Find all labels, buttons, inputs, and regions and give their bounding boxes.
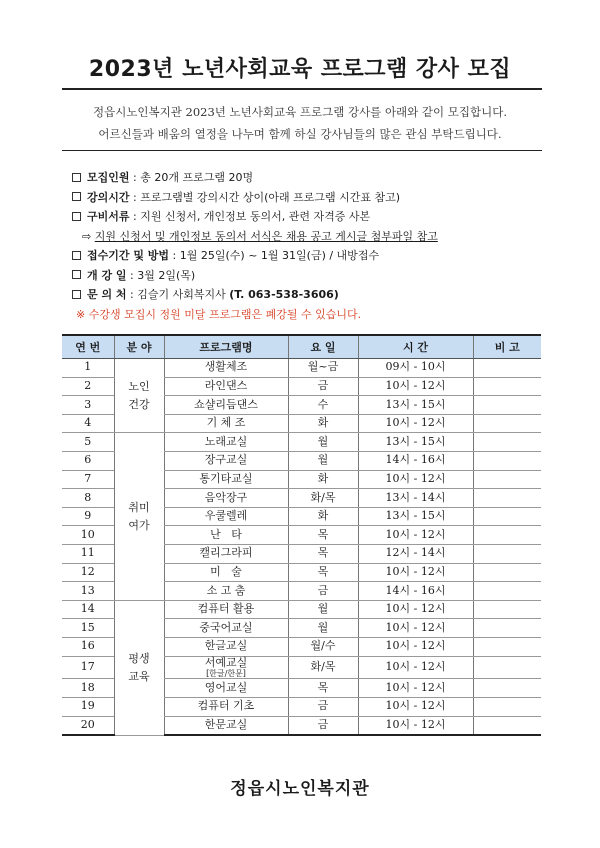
cell-no: 15	[62, 619, 114, 638]
checkbox-icon	[72, 251, 81, 260]
cell-program	[164, 637, 288, 656]
cell-category	[114, 433, 164, 600]
program-name: 우쿨렐레	[204, 509, 248, 523]
cell-no: 18	[62, 679, 114, 698]
checkbox-icon	[72, 173, 81, 182]
program-name: 쇼샬리듬댄스	[194, 397, 258, 411]
cell-note	[473, 451, 541, 470]
cell-time: 14시 - 16시	[358, 582, 473, 601]
category-label: 건강	[128, 397, 150, 411]
contact-value: : 김슬기 사회복지사	[126, 288, 230, 301]
docs-value: : 지원 신청서, 개인정보 동의서, 관련 자격증 사본	[129, 210, 371, 223]
cell-no: 20	[62, 716, 114, 735]
cell-program	[164, 582, 288, 601]
cell-time: 10시 - 12시	[358, 563, 473, 582]
cell-program	[164, 544, 288, 563]
header-program: 프로그램명	[164, 335, 288, 359]
cell-note	[473, 396, 541, 415]
cell-note	[473, 377, 541, 396]
page-title: 2023년 노년사회교육 프로그램 강사 모집	[88, 57, 512, 82]
info-recruit	[72, 168, 438, 188]
cell-day: 월	[288, 619, 358, 638]
cell-program	[164, 377, 288, 396]
cell-no: 4	[62, 414, 114, 433]
checkbox-icon	[72, 270, 81, 279]
cell-time: 12시 - 14시	[358, 544, 473, 563]
checkbox-icon	[72, 290, 81, 299]
cell-no: 3	[62, 396, 114, 415]
arrow-icon: ⇨	[82, 229, 95, 243]
cell-note	[473, 526, 541, 545]
cell-note	[473, 433, 541, 452]
program-name: 소 고 춤	[206, 583, 246, 597]
cell-no: 1	[62, 359, 114, 378]
table-header-row	[62, 335, 541, 359]
cell-category	[114, 359, 164, 433]
organization-name: 정읍시노인복지관	[230, 779, 370, 799]
cell-program	[164, 697, 288, 716]
table-row	[62, 433, 541, 452]
cell-day: 금	[288, 697, 358, 716]
cell-time: 13시 - 15시	[358, 396, 473, 415]
info-period	[72, 246, 438, 266]
cell-note	[473, 544, 541, 563]
cell-program	[164, 414, 288, 433]
cell-day: 월	[288, 451, 358, 470]
cell-time: 10시 - 12시	[358, 414, 473, 433]
cell-time: 14시 - 16시	[358, 451, 473, 470]
contact-phone: (T. 063-538-3606)	[229, 288, 339, 301]
cell-note	[473, 582, 541, 601]
category-label: 노인	[128, 380, 150, 394]
intro-divider	[62, 150, 542, 151]
program-name: 중국어교실	[199, 620, 253, 634]
recruit-label: 모집인원	[87, 171, 130, 184]
cell-time: 10시 - 12시	[358, 697, 473, 716]
cell-note	[473, 656, 541, 679]
docs-note-text: 지원 신청서 및 개인정보 동의서 서식은 채용 공고 게시글 첨부파일 참고	[94, 229, 438, 243]
program-name: 한문교실	[204, 717, 248, 731]
program-name: 캘리그라피	[199, 546, 253, 560]
cell-day: 화/목	[288, 656, 358, 679]
time-value: : 프로그램별 강의시간 상이(아래 프로그램 시간표 참고)	[129, 190, 401, 204]
program-name: 라인댄스	[204, 379, 248, 393]
program-name: 영어교실	[204, 680, 248, 694]
program-name: 한글교실	[204, 639, 248, 653]
program-name: 미 술	[210, 565, 242, 578]
header-no: 연 번	[62, 335, 114, 359]
cell-no: 2	[62, 377, 114, 396]
open-label: 개 강 일	[87, 268, 127, 282]
info-open	[72, 266, 438, 286]
cell-time: 10시 - 12시	[358, 716, 473, 735]
cell-no: 11	[62, 544, 114, 563]
program-name: 컴퓨터 활용	[197, 602, 255, 616]
cell-day: 화	[288, 414, 358, 433]
cell-program	[164, 396, 288, 415]
cell-time: 13시 - 15시	[358, 507, 473, 526]
cell-day: 월	[288, 433, 358, 452]
category-label: 취미	[128, 500, 150, 514]
cell-time: 10시 - 12시	[358, 526, 473, 545]
program-subname: [한글/한문]	[206, 669, 246, 679]
cell-day: 수	[288, 396, 358, 415]
cell-note	[473, 470, 541, 489]
cell-day: 화	[288, 470, 358, 489]
cell-note	[473, 619, 541, 638]
cell-program	[164, 716, 288, 735]
period-label: 접수기간 및 방법	[87, 249, 170, 262]
program-name: 음악장구	[204, 490, 248, 504]
program-name: 통기타교실	[199, 472, 253, 486]
cell-day: 화/목	[288, 489, 358, 508]
program-name: 난 타	[210, 527, 242, 541]
cell-time: 10시 - 12시	[358, 470, 473, 489]
cell-program	[164, 489, 288, 508]
info-time	[72, 188, 438, 208]
cell-no: 7	[62, 470, 114, 489]
cell-program	[164, 451, 288, 470]
cell-no: 16	[62, 637, 114, 656]
cell-time: 10시 - 12시	[358, 637, 473, 656]
table-row	[62, 600, 541, 619]
cell-note	[473, 679, 541, 698]
cell-no: 13	[62, 582, 114, 601]
cell-time: 09시 - 10시	[358, 359, 473, 378]
cell-day: 목	[288, 544, 358, 563]
period-value: : 1월 25일(수) ~ 1월 31일(금) / 내방접수	[169, 249, 380, 262]
cell-note	[473, 563, 541, 582]
checkbox-icon	[72, 212, 81, 221]
program-name: 장구교실	[204, 453, 248, 467]
cell-note	[473, 414, 541, 433]
info-docs	[72, 207, 438, 227]
table-body	[62, 359, 541, 736]
docs-label: 구비서류	[87, 210, 130, 223]
cell-program	[164, 526, 288, 545]
cell-program	[164, 563, 288, 582]
cell-note	[473, 637, 541, 656]
cell-time: 10시 - 12시	[358, 656, 473, 679]
title-divider	[62, 88, 542, 90]
cell-time: 10시 - 12시	[358, 600, 473, 619]
cell-note	[473, 489, 541, 508]
cell-time: 13시 - 14시	[358, 489, 473, 508]
cell-no: 19	[62, 697, 114, 716]
cell-day: 목	[288, 679, 358, 698]
cell-day: 화	[288, 507, 358, 526]
cell-note	[473, 507, 541, 526]
cell-day: 월~금	[288, 359, 358, 378]
cell-day: 금	[288, 582, 358, 601]
cell-program	[164, 470, 288, 489]
category-label: 여가	[128, 518, 150, 532]
cell-no: 6	[62, 451, 114, 470]
cell-program	[164, 679, 288, 698]
recruit-value: : 총 20개 프로그램 20명	[129, 171, 254, 184]
cell-program	[164, 507, 288, 526]
category-label: 평생	[128, 652, 150, 666]
header-day: 요 일	[288, 335, 358, 359]
cell-note	[473, 697, 541, 716]
program-name: 컴퓨터 기초	[197, 699, 255, 713]
header-category: 분 야	[114, 335, 164, 359]
cell-note	[473, 716, 541, 735]
cell-day: 목	[288, 526, 358, 545]
time-label: 강의시간	[87, 190, 130, 204]
program-name: 생활체조	[204, 360, 248, 374]
checkbox-icon	[72, 192, 81, 201]
header-note: 비 고	[473, 335, 541, 359]
table-row	[62, 359, 541, 378]
program-table	[62, 334, 541, 736]
info-warning: ※ 수강생 모집시 정원 미달 프로그램은 폐강될 수 있습니다.	[76, 307, 362, 321]
cell-day: 월/수	[288, 637, 358, 656]
cell-category	[114, 600, 164, 735]
cell-program	[164, 619, 288, 638]
header-time: 시 간	[358, 335, 473, 359]
contact-label: 문 의 처	[87, 288, 127, 301]
cell-day: 목	[288, 563, 358, 582]
cell-program	[164, 656, 288, 679]
cell-time: 10시 - 12시	[358, 377, 473, 396]
cell-time: 13시 - 15시	[358, 433, 473, 452]
open-value: : 3월 2일(목)	[126, 268, 196, 282]
cell-no: 8	[62, 489, 114, 508]
cell-no: 14	[62, 600, 114, 619]
cell-program	[164, 433, 288, 452]
program-name: 기 체 조	[206, 416, 246, 430]
cell-time: 10시 - 12시	[358, 679, 473, 698]
cell-day: 월	[288, 600, 358, 619]
cell-time: 10시 - 12시	[358, 619, 473, 638]
cell-no: 12	[62, 563, 114, 582]
cell-day: 금	[288, 716, 358, 735]
cell-no: 10	[62, 526, 114, 545]
cell-program	[164, 600, 288, 619]
cell-no: 9	[62, 507, 114, 526]
cell-note	[473, 359, 541, 378]
cell-note	[473, 600, 541, 619]
cell-day: 금	[288, 377, 358, 396]
category-label: 교육	[128, 669, 150, 683]
info-list	[72, 168, 438, 324]
cell-program	[164, 359, 288, 378]
cell-no: 5	[62, 433, 114, 452]
intro-line-2: 어르신들과 배움의 열정을 나누며 함께 하실 강사님들의 많은 관심 부탁드립니다.	[98, 127, 502, 141]
cell-no: 17	[62, 656, 114, 679]
program-name: 서예교실	[204, 655, 248, 669]
intro-line-1: 정읍시노인복지관 2023년 노년사회교육 프로그램 강사를 아래와 같이 모집합니다.	[93, 105, 507, 119]
program-name: 노래교실	[204, 434, 248, 448]
info-contact	[72, 285, 438, 305]
info-docs-note	[72, 227, 438, 247]
